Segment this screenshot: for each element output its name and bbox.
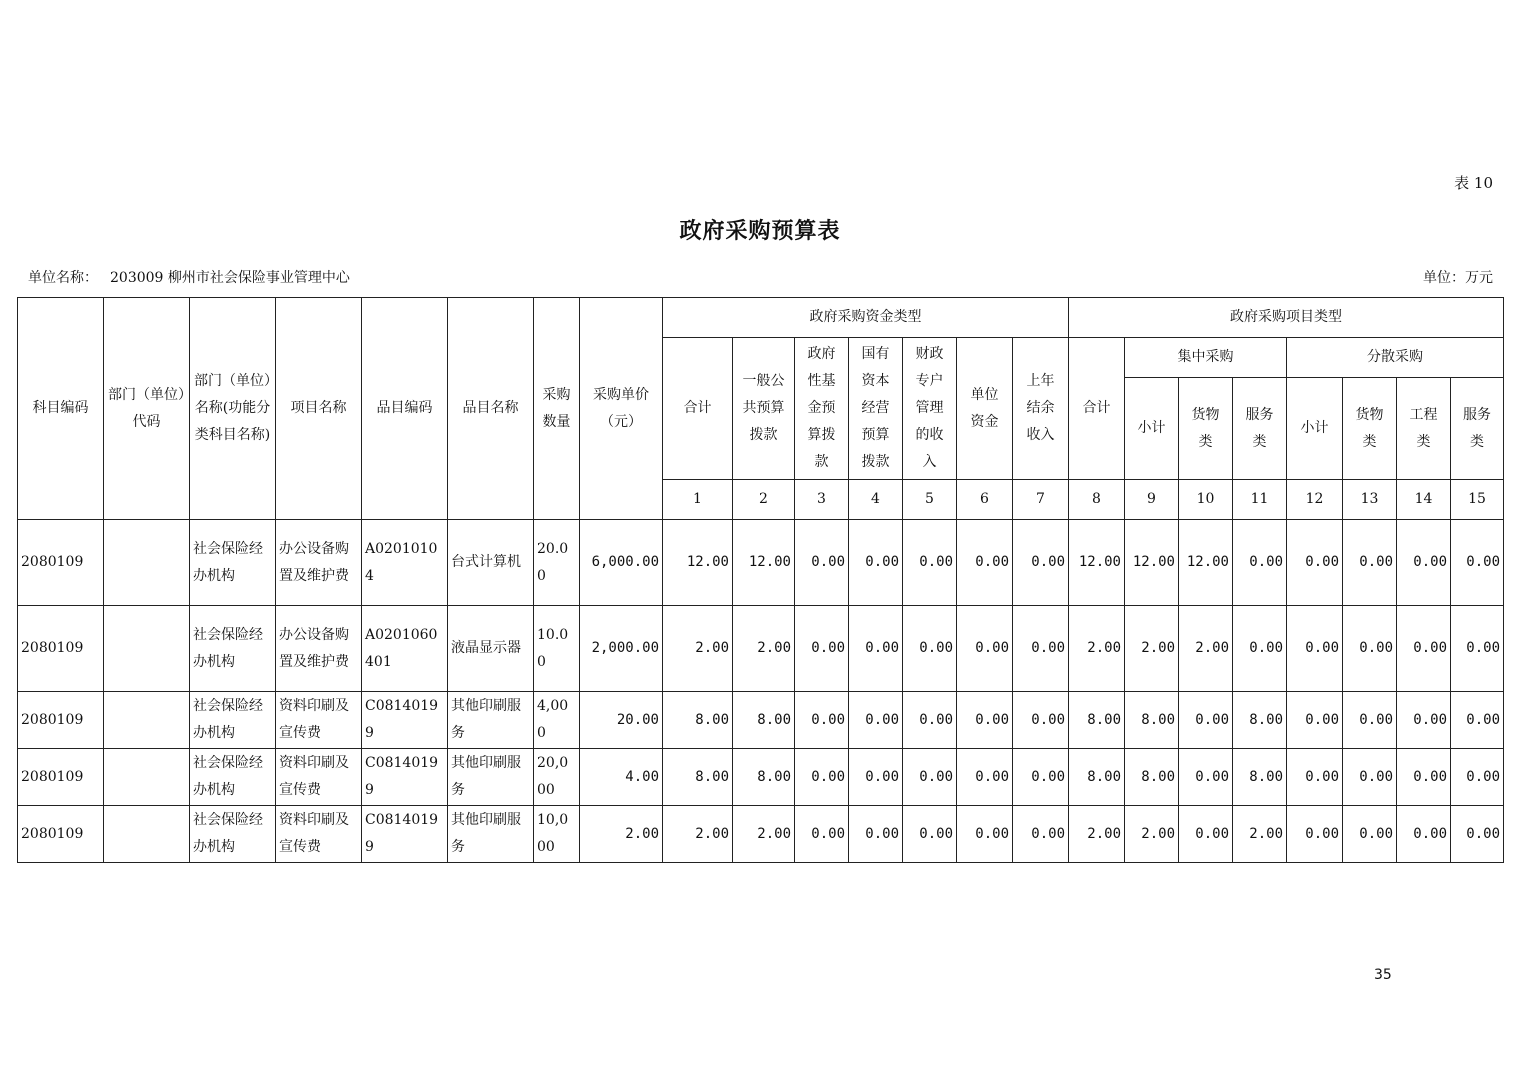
header-project-type-group: 政府采购项目类型 (1069, 298, 1504, 338)
cell-value: 0.00 (903, 692, 957, 749)
cell-value: 8.00 (1069, 749, 1125, 806)
cell-value: 0.00 (849, 806, 903, 863)
cell-value: 0.00 (1397, 520, 1451, 606)
column-number: 1 (663, 480, 733, 520)
header-central-services: 服务类 (1233, 378, 1287, 480)
header-dispersed-group: 分散采购 (1287, 338, 1504, 378)
cell-value: 8.00 (1125, 692, 1179, 749)
cell-value: 0.00 (957, 749, 1013, 806)
header-quantity: 采购数量 (534, 298, 580, 520)
cell-value: 0.00 (1451, 520, 1504, 606)
cell-value: 0.00 (1343, 606, 1397, 692)
cell-subject-code: 2080109 (18, 806, 104, 863)
column-number: 6 (957, 480, 1013, 520)
cell-value: 0.00 (1451, 692, 1504, 749)
table-row (18, 692, 1504, 749)
cell-item-name: 其他印刷服务 (448, 806, 534, 863)
cell-value: 0.00 (1233, 520, 1287, 606)
cell-value: 0.00 (1179, 692, 1233, 749)
header-fund-unit: 单位资金 (957, 338, 1013, 480)
cell-value: 0.00 (795, 606, 849, 692)
cell-value: 0.00 (795, 692, 849, 749)
cell-item-name: 台式计算机 (448, 520, 534, 606)
header-project-name: 项目名称 (276, 298, 362, 520)
header-fund-lastyear: 上年结余收入 (1013, 338, 1069, 480)
cell-value: 0.00 (795, 806, 849, 863)
cell-value: 0.00 (849, 520, 903, 606)
cell-item-name: 其他印刷服务 (448, 749, 534, 806)
cell-value: 0.00 (957, 520, 1013, 606)
header-dept-code: 部门（单位）代码 (104, 298, 190, 520)
cell-value: 0.00 (795, 749, 849, 806)
cell-subject-code: 2080109 (18, 606, 104, 692)
cell-value: 2.00 (1179, 606, 1233, 692)
column-number: 14 (1397, 480, 1451, 520)
cell-value: 0.00 (1343, 520, 1397, 606)
cell-dept-code (104, 606, 190, 692)
cell-subject-code: 2080109 (18, 692, 104, 749)
column-number: 15 (1451, 480, 1504, 520)
cell-value: 8.00 (1233, 749, 1287, 806)
cell-value: 2.00 (1069, 806, 1125, 863)
cell-value: 0.00 (1397, 692, 1451, 749)
column-number: 3 (795, 480, 849, 520)
cell-dept-name: 社会保险经办机构 (190, 692, 276, 749)
cell-item-code: C08140199 (362, 692, 448, 749)
cell-item-code: A0201060401 (362, 606, 448, 692)
cell-quantity: 20,000 (534, 749, 580, 806)
cell-subject-code: 2080109 (18, 749, 104, 806)
cell-unit-price: 4.00 (580, 749, 663, 806)
table-row (18, 806, 1504, 863)
column-number: 4 (849, 480, 903, 520)
header-fund-special: 财政专户管理的收入 (903, 338, 957, 480)
cell-value: 8.00 (663, 749, 733, 806)
cell-item-name: 液晶显示器 (448, 606, 534, 692)
cell-value: 0.00 (1179, 806, 1233, 863)
cell-value: 0.00 (1451, 806, 1504, 863)
cell-item-code: C08140199 (362, 749, 448, 806)
cell-value: 0.00 (1343, 806, 1397, 863)
cell-unit-price: 2.00 (580, 806, 663, 863)
cell-dept-name: 社会保险经办机构 (190, 606, 276, 692)
header-item-name: 品目名称 (448, 298, 534, 520)
cell-unit-price: 6,000.00 (580, 520, 663, 606)
cell-value: 2.00 (1125, 806, 1179, 863)
cell-value: 0.00 (903, 520, 957, 606)
column-number: 2 (733, 480, 795, 520)
cell-value: 8.00 (733, 692, 795, 749)
header-subject-code: 科目编码 (18, 298, 104, 520)
cell-value: 2.00 (663, 806, 733, 863)
cell-dept-code (104, 749, 190, 806)
cell-unit-price: 20.00 (580, 692, 663, 749)
page-title: 政府采购预算表 (679, 218, 841, 244)
money-unit: 单位：万元 (1423, 270, 1493, 286)
header-central-group: 集中采购 (1125, 338, 1287, 378)
cell-value: 0.00 (849, 606, 903, 692)
header-fund-total: 合计 (663, 338, 733, 480)
column-number: 13 (1343, 480, 1397, 520)
cell-dept-name: 社会保险经办机构 (190, 749, 276, 806)
cell-value: 2.00 (733, 806, 795, 863)
cell-value: 0.00 (1287, 749, 1343, 806)
header-fund-type-group: 政府采购资金类型 (663, 298, 1069, 338)
column-number: 10 (1179, 480, 1233, 520)
cell-value: 8.00 (1233, 692, 1287, 749)
column-number: 8 (1069, 480, 1125, 520)
cell-quantity: 4,000 (534, 692, 580, 749)
cell-quantity: 20.00 (534, 520, 580, 606)
unit-name-value: 203009 柳州市社会保险事业管理中心 (110, 270, 350, 286)
cell-value: 0.00 (957, 806, 1013, 863)
cell-value: 0.00 (1451, 606, 1504, 692)
procurement-budget-table (17, 297, 1504, 863)
cell-value: 0.00 (903, 749, 957, 806)
cell-value: 0.00 (1451, 749, 1504, 806)
cell-value: 2.00 (1233, 806, 1287, 863)
cell-dept-name: 社会保险经办机构 (190, 806, 276, 863)
cell-value: 0.00 (1397, 606, 1451, 692)
header-fund-general: 一般公共预算拨款 (733, 338, 795, 480)
cell-item-name: 其他印刷服务 (448, 692, 534, 749)
cell-value: 0.00 (1179, 749, 1233, 806)
header-central-subtotal: 小计 (1125, 378, 1179, 480)
cell-value: 0.00 (1287, 606, 1343, 692)
cell-value: 0.00 (795, 520, 849, 606)
header-dispersed-services: 服务类 (1451, 378, 1504, 480)
cell-value: 2.00 (1069, 606, 1125, 692)
unit-name-label: 单位名称： (28, 270, 98, 286)
column-number: 11 (1233, 480, 1287, 520)
cell-value: 0.00 (1397, 806, 1451, 863)
column-number: 9 (1125, 480, 1179, 520)
cell-value: 12.00 (733, 520, 795, 606)
cell-dept-code (104, 806, 190, 863)
table-row (18, 520, 1504, 606)
cell-value: 8.00 (733, 749, 795, 806)
cell-value: 0.00 (1013, 606, 1069, 692)
header-central-goods: 货物类 (1179, 378, 1233, 480)
cell-dept-code (104, 692, 190, 749)
cell-dept-name: 社会保险经办机构 (190, 520, 276, 606)
header-dept-name: 部门（单位）名称(功能分类科目名称) (190, 298, 276, 520)
cell-project-name: 资料印刷及宣传费 (276, 806, 362, 863)
cell-value: 8.00 (1069, 692, 1125, 749)
header-dispersed-subtotal: 小计 (1287, 378, 1343, 480)
cell-value: 0.00 (1013, 806, 1069, 863)
cell-value: 0.00 (903, 606, 957, 692)
page-number: 35 (1374, 967, 1392, 983)
header-dispersed-goods: 货物类 (1343, 378, 1397, 480)
column-number: 7 (1013, 480, 1069, 520)
cell-value: 12.00 (663, 520, 733, 606)
cell-item-code: A02010104 (362, 520, 448, 606)
cell-value: 0.00 (849, 692, 903, 749)
cell-value: 2.00 (1125, 606, 1179, 692)
cell-dept-code (104, 520, 190, 606)
header-item-code: 品目编码 (362, 298, 448, 520)
table-number: 表 10 (1454, 174, 1493, 192)
cell-value: 0.00 (1287, 806, 1343, 863)
header-fund-gov: 政府性基金预算拨款 (795, 338, 849, 480)
cell-item-code: C08140199 (362, 806, 448, 863)
unit-name (28, 267, 350, 287)
cell-quantity: 10,000 (534, 806, 580, 863)
cell-value: 0.00 (849, 749, 903, 806)
cell-value: 0.00 (1287, 520, 1343, 606)
cell-value: 8.00 (1125, 749, 1179, 806)
cell-subject-code: 2080109 (18, 520, 104, 606)
cell-value: 8.00 (663, 692, 733, 749)
column-number: 12 (1287, 480, 1343, 520)
cell-value: 0.00 (1287, 692, 1343, 749)
header-dispersed-engineering: 工程类 (1397, 378, 1451, 480)
cell-value: 0.00 (957, 692, 1013, 749)
header-fund-state: 国有资本经营预算拨款 (849, 338, 903, 480)
cell-project-name: 资料印刷及宣传费 (276, 749, 362, 806)
cell-value: 12.00 (1179, 520, 1233, 606)
cell-project-name: 办公设备购置及维护费 (276, 520, 362, 606)
column-number: 5 (903, 480, 957, 520)
header-proj-total: 合计 (1069, 338, 1125, 480)
cell-value: 0.00 (1013, 692, 1069, 749)
cell-unit-price: 2,000.00 (580, 606, 663, 692)
cell-value: 12.00 (1125, 520, 1179, 606)
cell-quantity: 10.00 (534, 606, 580, 692)
cell-value: 0.00 (1397, 749, 1451, 806)
table-row (18, 606, 1504, 692)
table-row (18, 749, 1504, 806)
cell-value: 0.00 (903, 806, 957, 863)
cell-value: 0.00 (1233, 606, 1287, 692)
cell-value: 2.00 (663, 606, 733, 692)
cell-value: 0.00 (1013, 520, 1069, 606)
cell-value: 0.00 (957, 606, 1013, 692)
cell-project-name: 资料印刷及宣传费 (276, 692, 362, 749)
cell-value: 0.00 (1343, 692, 1397, 749)
cell-value: 0.00 (1343, 749, 1397, 806)
cell-value: 2.00 (733, 606, 795, 692)
cell-project-name: 办公设备购置及维护费 (276, 606, 362, 692)
cell-value: 12.00 (1069, 520, 1125, 606)
cell-value: 0.00 (1013, 749, 1069, 806)
header-unit-price: 采购单价（元） (580, 298, 663, 520)
